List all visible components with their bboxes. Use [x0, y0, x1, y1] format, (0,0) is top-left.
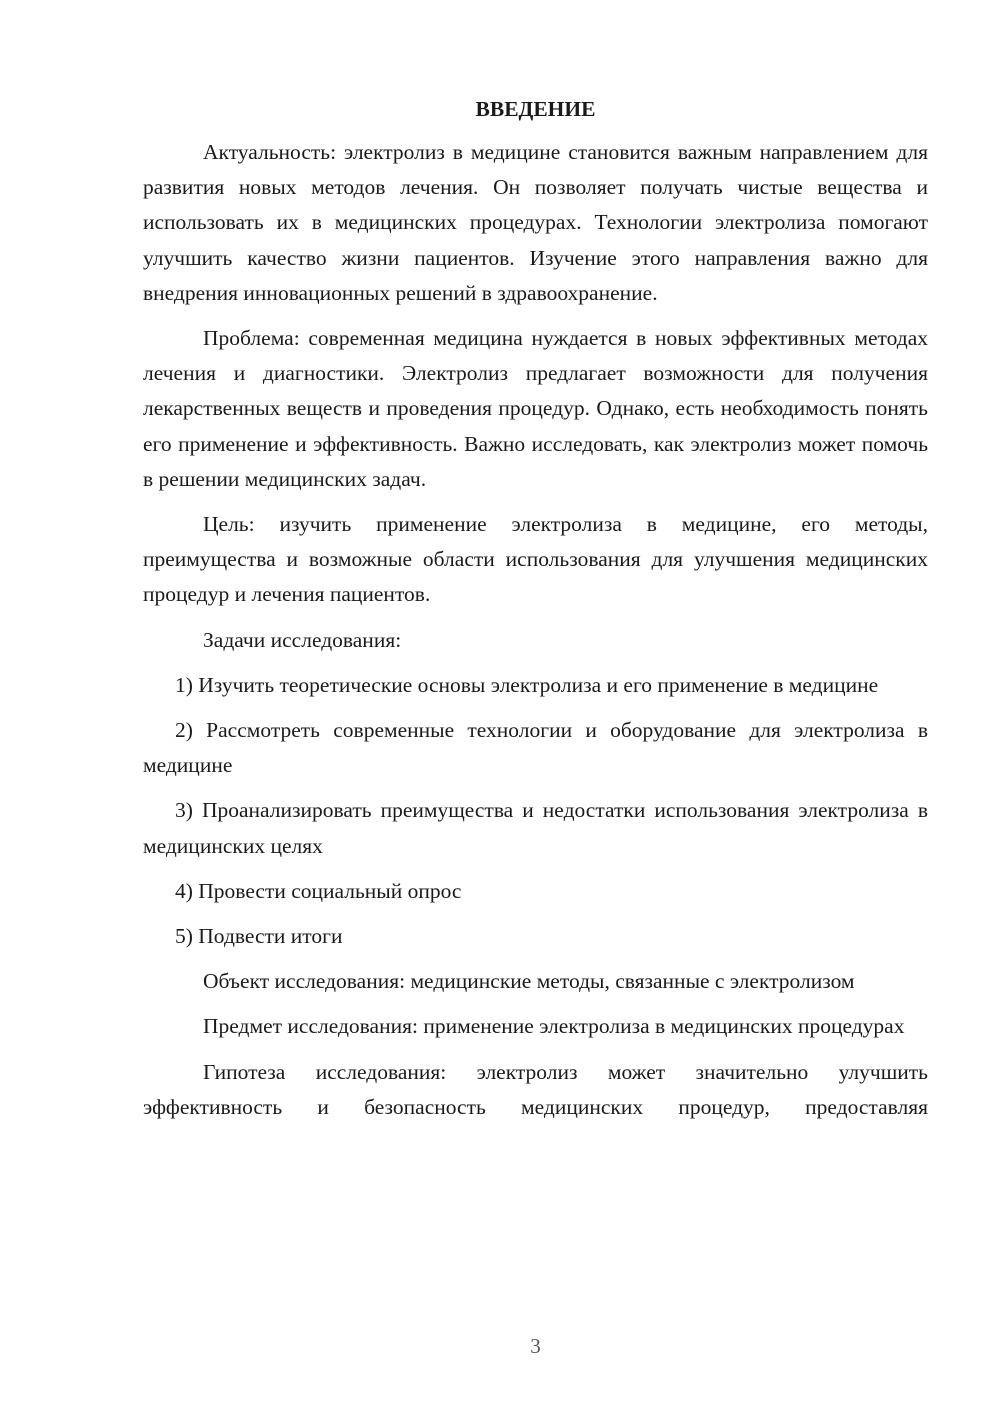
task-item: 4) Провести социальный опрос [175, 878, 462, 903]
task-item: 3) Проанализировать преимущества и недостатки использования электролиза в медицинских целях [143, 798, 928, 858]
page-title: ВВЕДЕНИЕ [475, 97, 596, 121]
paragraph-goal: Цель: изучить применение электролиза в медицине, его методы, преимущества и возможные области использования для улучшения медицинских процедур и лечения пациентов. [143, 512, 928, 607]
paragraph-object: Объект исследования: медицинские методы, связанные с электролизом [203, 969, 855, 994]
paragraph-relevance: Актуальность: электролиз в медицине становится важным направлением для развития новых методов лечения. Он позволяет получать чистые вещества и использовать их в медицинских процедурах. Технологии электролиза помогают улучшить качество жизни пациентов. Изучение этого направления важно для внедрения инновационных решений в здравоохранение. [143, 140, 928, 305]
task-item: 5) Подвести итоги [175, 924, 343, 949]
paragraph-problem: Проблема: современная медицина нуждается в новых эффективных методах лечения и диагностики. Электролиз предлагает возможности для получения лекарственных веществ и проведения процедур. Однако, есть необходимость понять его применение и эффективность. Важно исследовать, как электролиз может помочь в решении медицинских задач. [143, 326, 928, 491]
paragraph-hypothesis: Гипотеза исследования: электролиз может значительно улучшить эффективность и безопасность медицинских процедур, предоставляя [143, 1059, 928, 1119]
document-page [143, 92, 928, 1125]
task-item: 2) Рассмотреть современные технологии и оборудование для электролиза в медицине [143, 718, 928, 778]
task-item: 1) Изучить теоретические основы электролиза и его применение в медицине [175, 672, 879, 697]
paragraph-tasks-heading: Задачи исследования: [203, 627, 402, 652]
paragraph-subject: Предмет исследования: применение электролиза в медицинских процедурах [203, 1014, 905, 1039]
page-number: 3 [530, 1334, 541, 1358]
